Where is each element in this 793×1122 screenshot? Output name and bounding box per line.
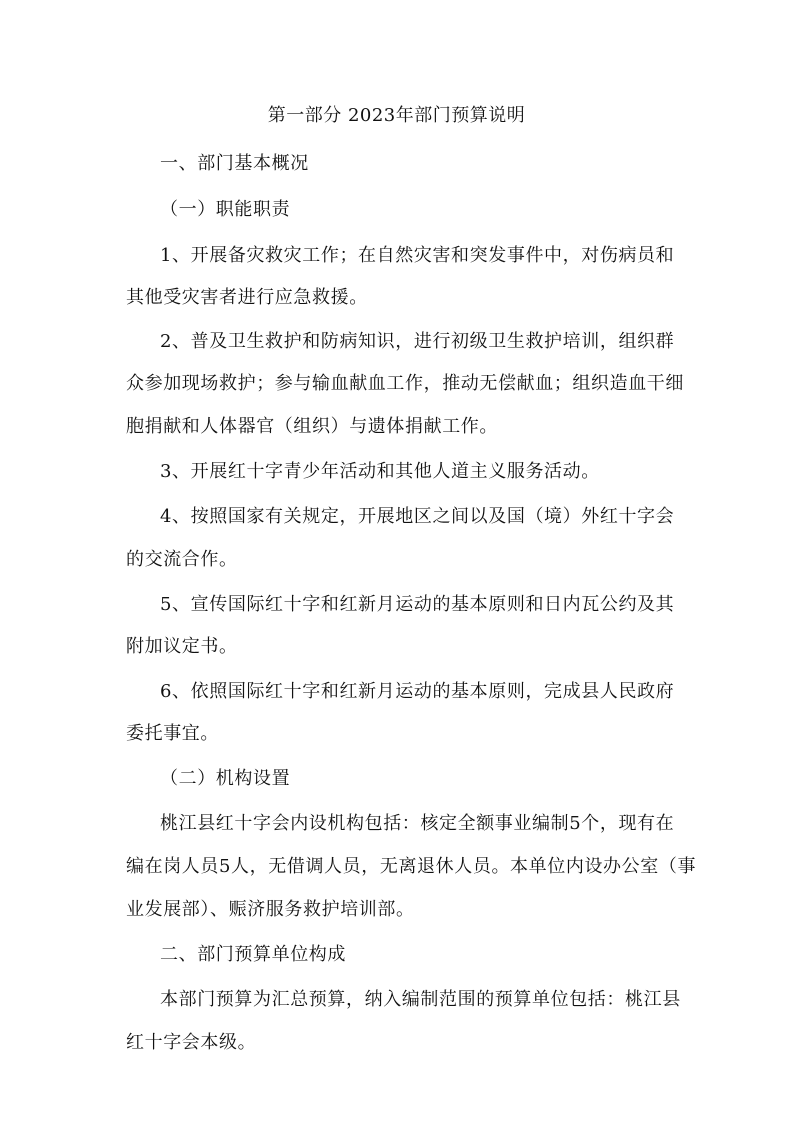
paragraph-line: 桃江县红十字会内设机构包括：核定全额事业编制5个，现有在 [160,813,675,834]
paragraph-line: 业发展部）、赈济服务救护培训部。 [126,899,415,920]
paragraph-line: 编在岗人员5人，无借调人员，无离退休人员。本单位内设办公室（事 [126,856,697,877]
paragraph-line: 本部门预算为汇总预算，纳入编制范围的预算单位包括：桃江县 [160,989,681,1010]
paragraph-line: 众参加现场救护；参与输血献血工作，推动无偿献血；组织造血干细 [126,373,684,394]
paragraph-line: 2、普及卫生救护和防病知识，进行初级卫生救护培训，组织群 [160,331,675,352]
paragraph-line: 4、按照国家有关规定，开展地区之间以及国（境）外红十字会 [160,506,675,527]
paragraph-line: 其他受灾害者进行应急救援。 [126,287,368,308]
paragraph-line: 的交流合作。 [126,549,238,570]
paragraph-line: 附加议定书。 [126,636,238,657]
paragraph-line: 3、开展红十字青少年活动和其他人道主义服务活动。 [160,461,600,482]
paragraph-line: 红十字会本级。 [126,1032,257,1053]
paragraph-line: 6、依照国际红十字和红新月运动的基本原则，完成县人民政府 [160,681,675,702]
paragraph-line: 胞捐献和人体器官（组织）与遗体捐献工作。 [126,416,498,437]
document-title: 第一部分 2023年部门预算说明 [267,105,526,126]
subsection-heading-functions: （一）职能职责 [160,199,291,220]
paragraph-line: 委托事宜。 [126,723,219,744]
section-heading-2: 二、部门预算单位构成 [160,944,346,965]
paragraph-line: 5、宣传国际红十字和红新月运动的基本原则和日内瓦公约及其 [160,594,675,615]
section-heading-1: 一、部门基本概况 [160,153,309,174]
paragraph-line: 1、开展备灾救灾工作；在自然灾害和突发事件中，对伤病员和 [160,245,675,266]
subsection-heading-organization: （二）机构设置 [160,768,291,789]
